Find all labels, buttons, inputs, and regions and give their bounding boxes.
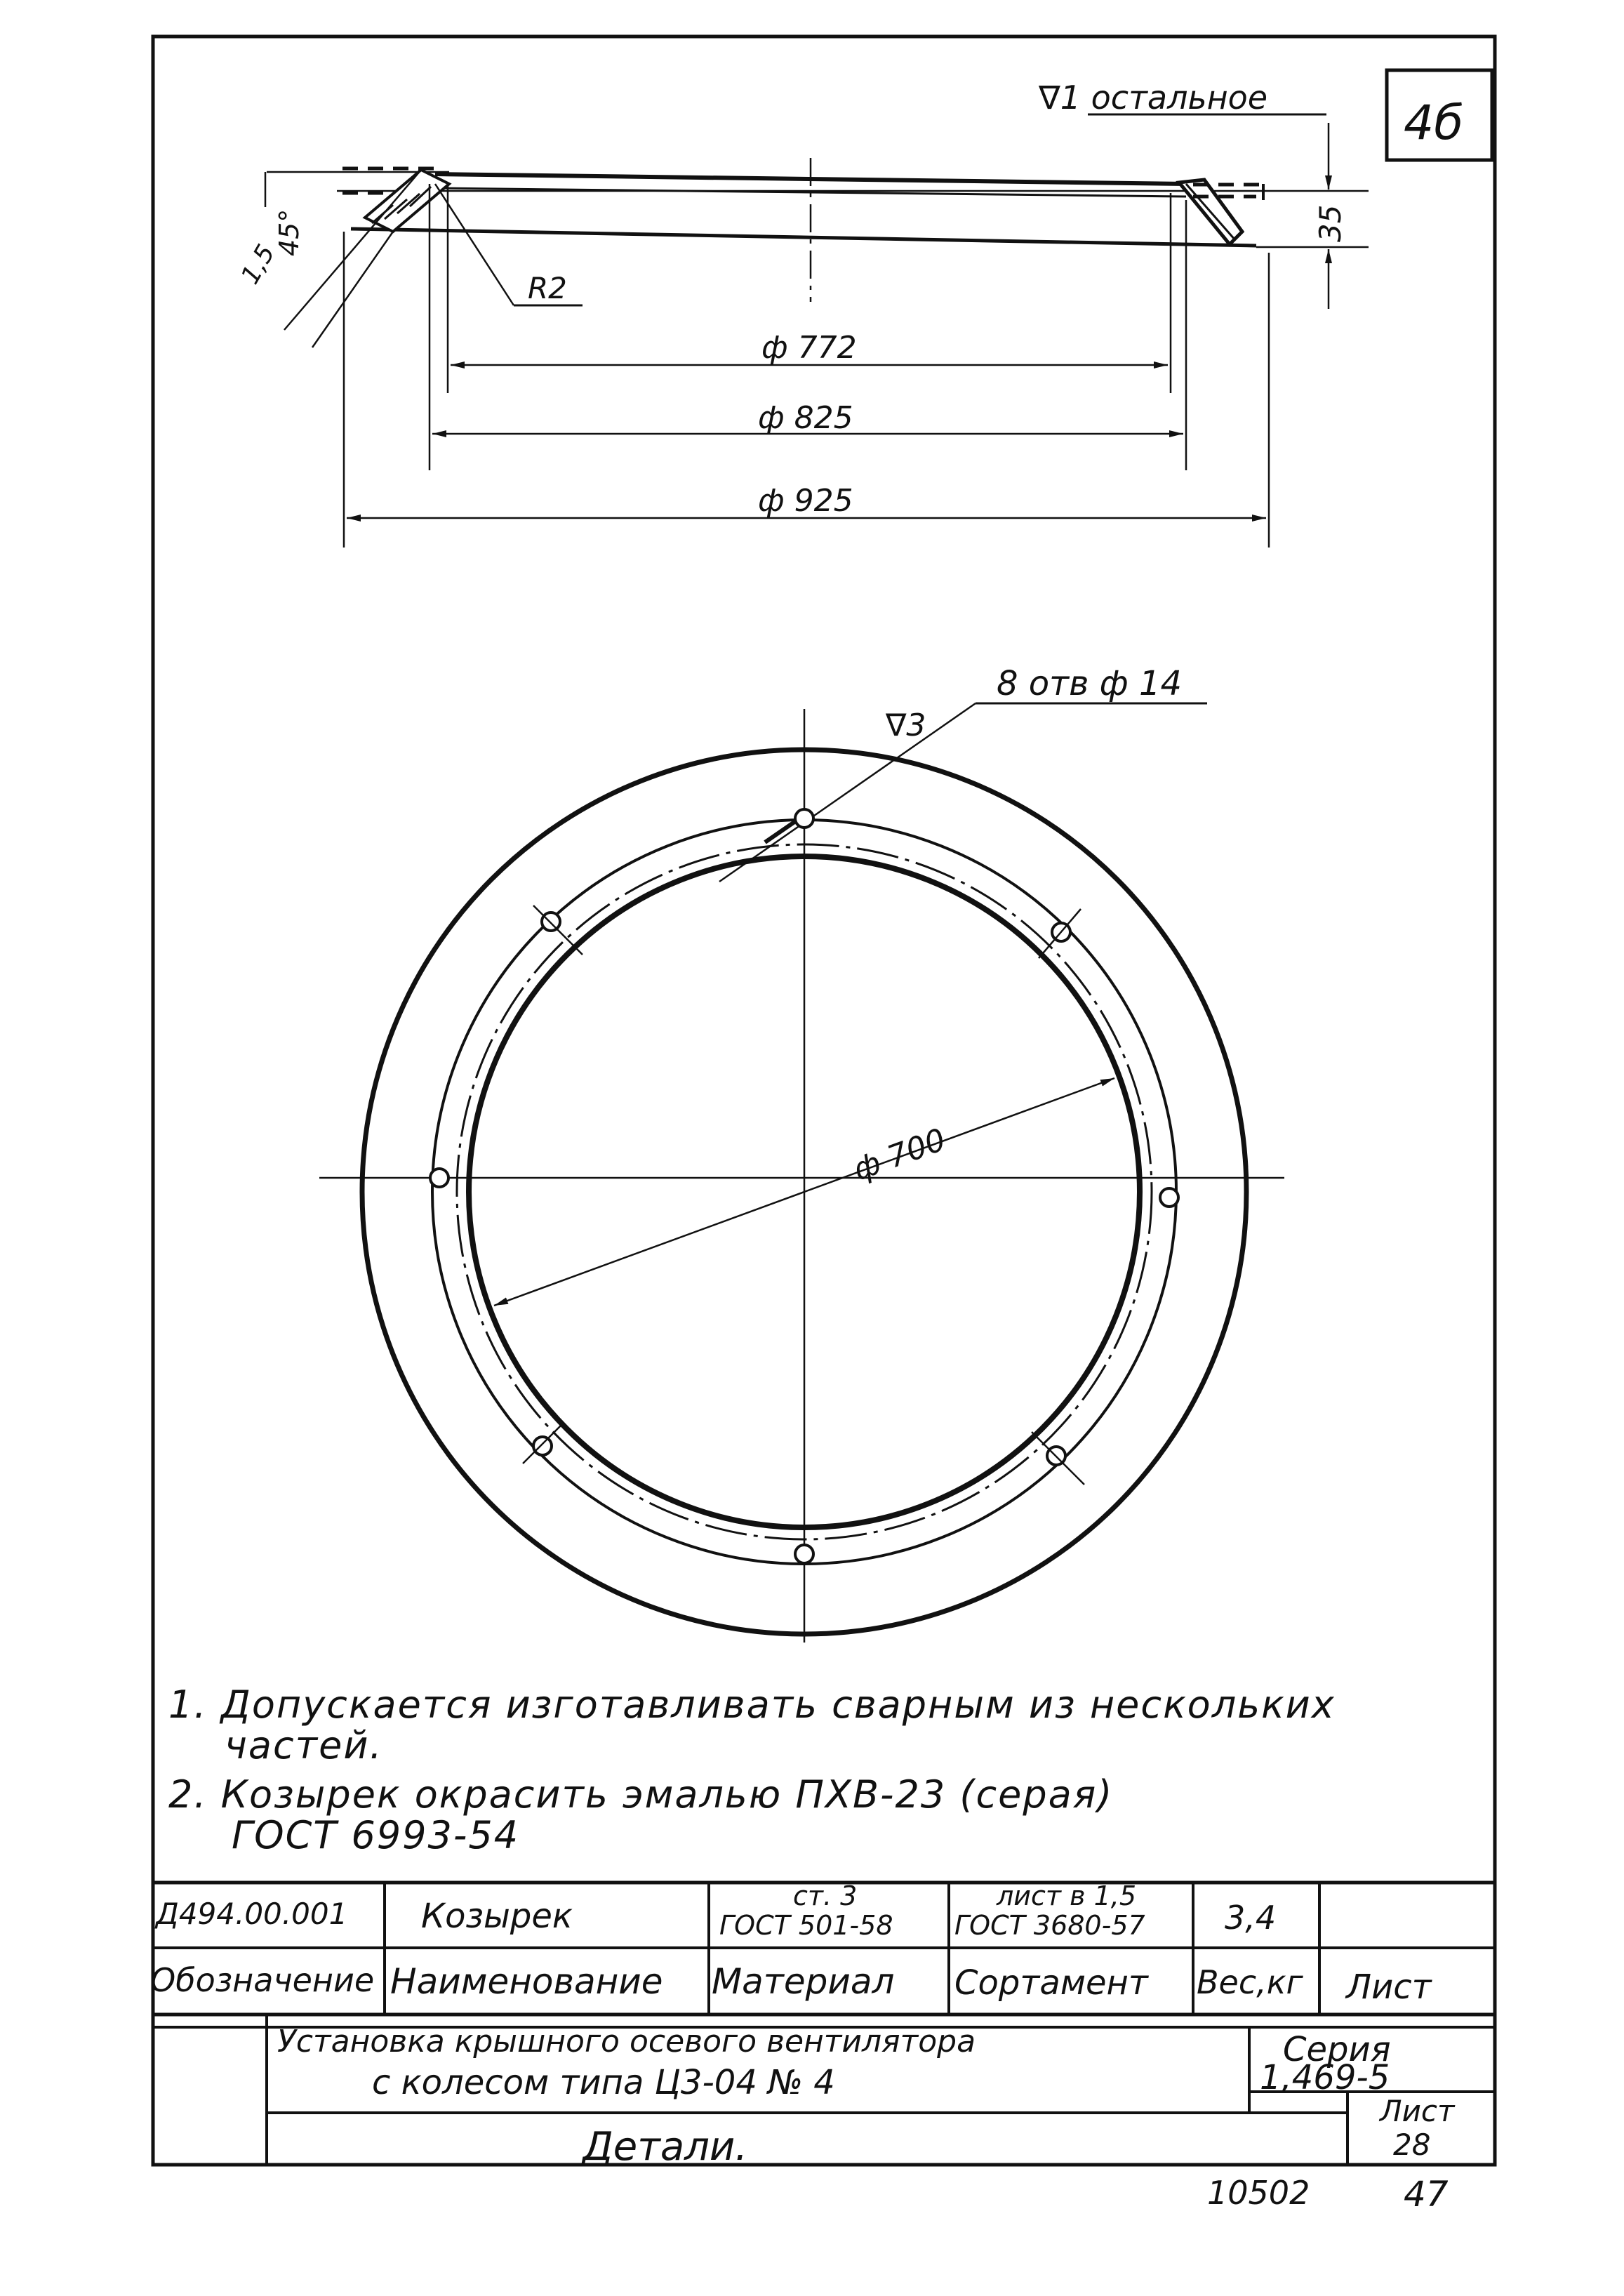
note-1: 1. Допускается изготавливать сварным из нескольких (168, 1683, 1336, 1727)
hole-surface-label: ∇3 (886, 708, 926, 743)
diameter-825-label: ф 825 (758, 400, 853, 436)
note-1-cont: частей. (225, 1723, 383, 1767)
hole-lower-left (533, 1437, 552, 1455)
thickness-label: 1,5 (235, 239, 281, 289)
spec-material-2: ГОСТ 501-58 (719, 1910, 893, 1941)
spec-assortment-2: ГОСТ 3680-57 (954, 1910, 1145, 1941)
sheet-mark: 4б (1404, 95, 1464, 151)
title-sheet-label: Лист (1380, 2094, 1455, 2128)
diameter-700-label: ф 700 (848, 1122, 951, 1188)
title-sheet-value: 28 (1393, 2128, 1431, 2162)
header-weight: Вес,кг (1197, 1963, 1303, 2001)
spec-name: Козырек (421, 1897, 573, 1936)
plan-view (319, 703, 1284, 1643)
surface-note: ∇1 остальное (1039, 79, 1268, 117)
header-assortment: Сортамент (954, 1963, 1148, 2003)
header-name: Наименование (390, 1961, 663, 2002)
height-label: 35 (1313, 204, 1347, 242)
header-material: Материал (712, 1961, 895, 2002)
note-2-cont: ГОСТ 6993-54 (232, 1813, 520, 1857)
note-2: 2. Козырек окрасить эмалью ПХВ-23 (серая) (168, 1772, 1114, 1817)
part-title: Детали. (583, 2124, 748, 2170)
series-label: Серия (1283, 2030, 1391, 2069)
spec-designation: Д494.00.001 (156, 1897, 348, 1931)
spec-weight: 3,4 (1225, 1899, 1277, 1937)
footer-code: 10502 (1207, 2174, 1310, 2212)
footer-page: 47 (1404, 2174, 1449, 2215)
header-designation: Обозначение (150, 1961, 375, 1999)
title-line-1: Установка крышного осевого вентилятора (277, 2024, 976, 2059)
spec-material-1: ст. 3 (793, 1880, 858, 1911)
title-line-2: с колесом типа Ц3-04 № 4 (372, 2063, 835, 2102)
hole-upper-left (542, 913, 560, 931)
series-value: 1,469-5 (1260, 2058, 1390, 2097)
diameter-772-label: ф 772 (761, 330, 857, 366)
diameter-925-label: ф 925 (758, 483, 853, 519)
hole-bottom (795, 1545, 813, 1563)
header-sheet: Лист (1346, 1967, 1432, 2007)
radius-label: R2 (528, 271, 567, 305)
spec-assortment-1: лист в 1,5 (997, 1880, 1136, 1911)
holes-label: 8 отв ф 14 (997, 664, 1183, 703)
hole-top (795, 809, 813, 828)
angle-label: 45° (274, 208, 305, 256)
hole-right (1160, 1188, 1178, 1207)
hole-left (430, 1169, 448, 1187)
